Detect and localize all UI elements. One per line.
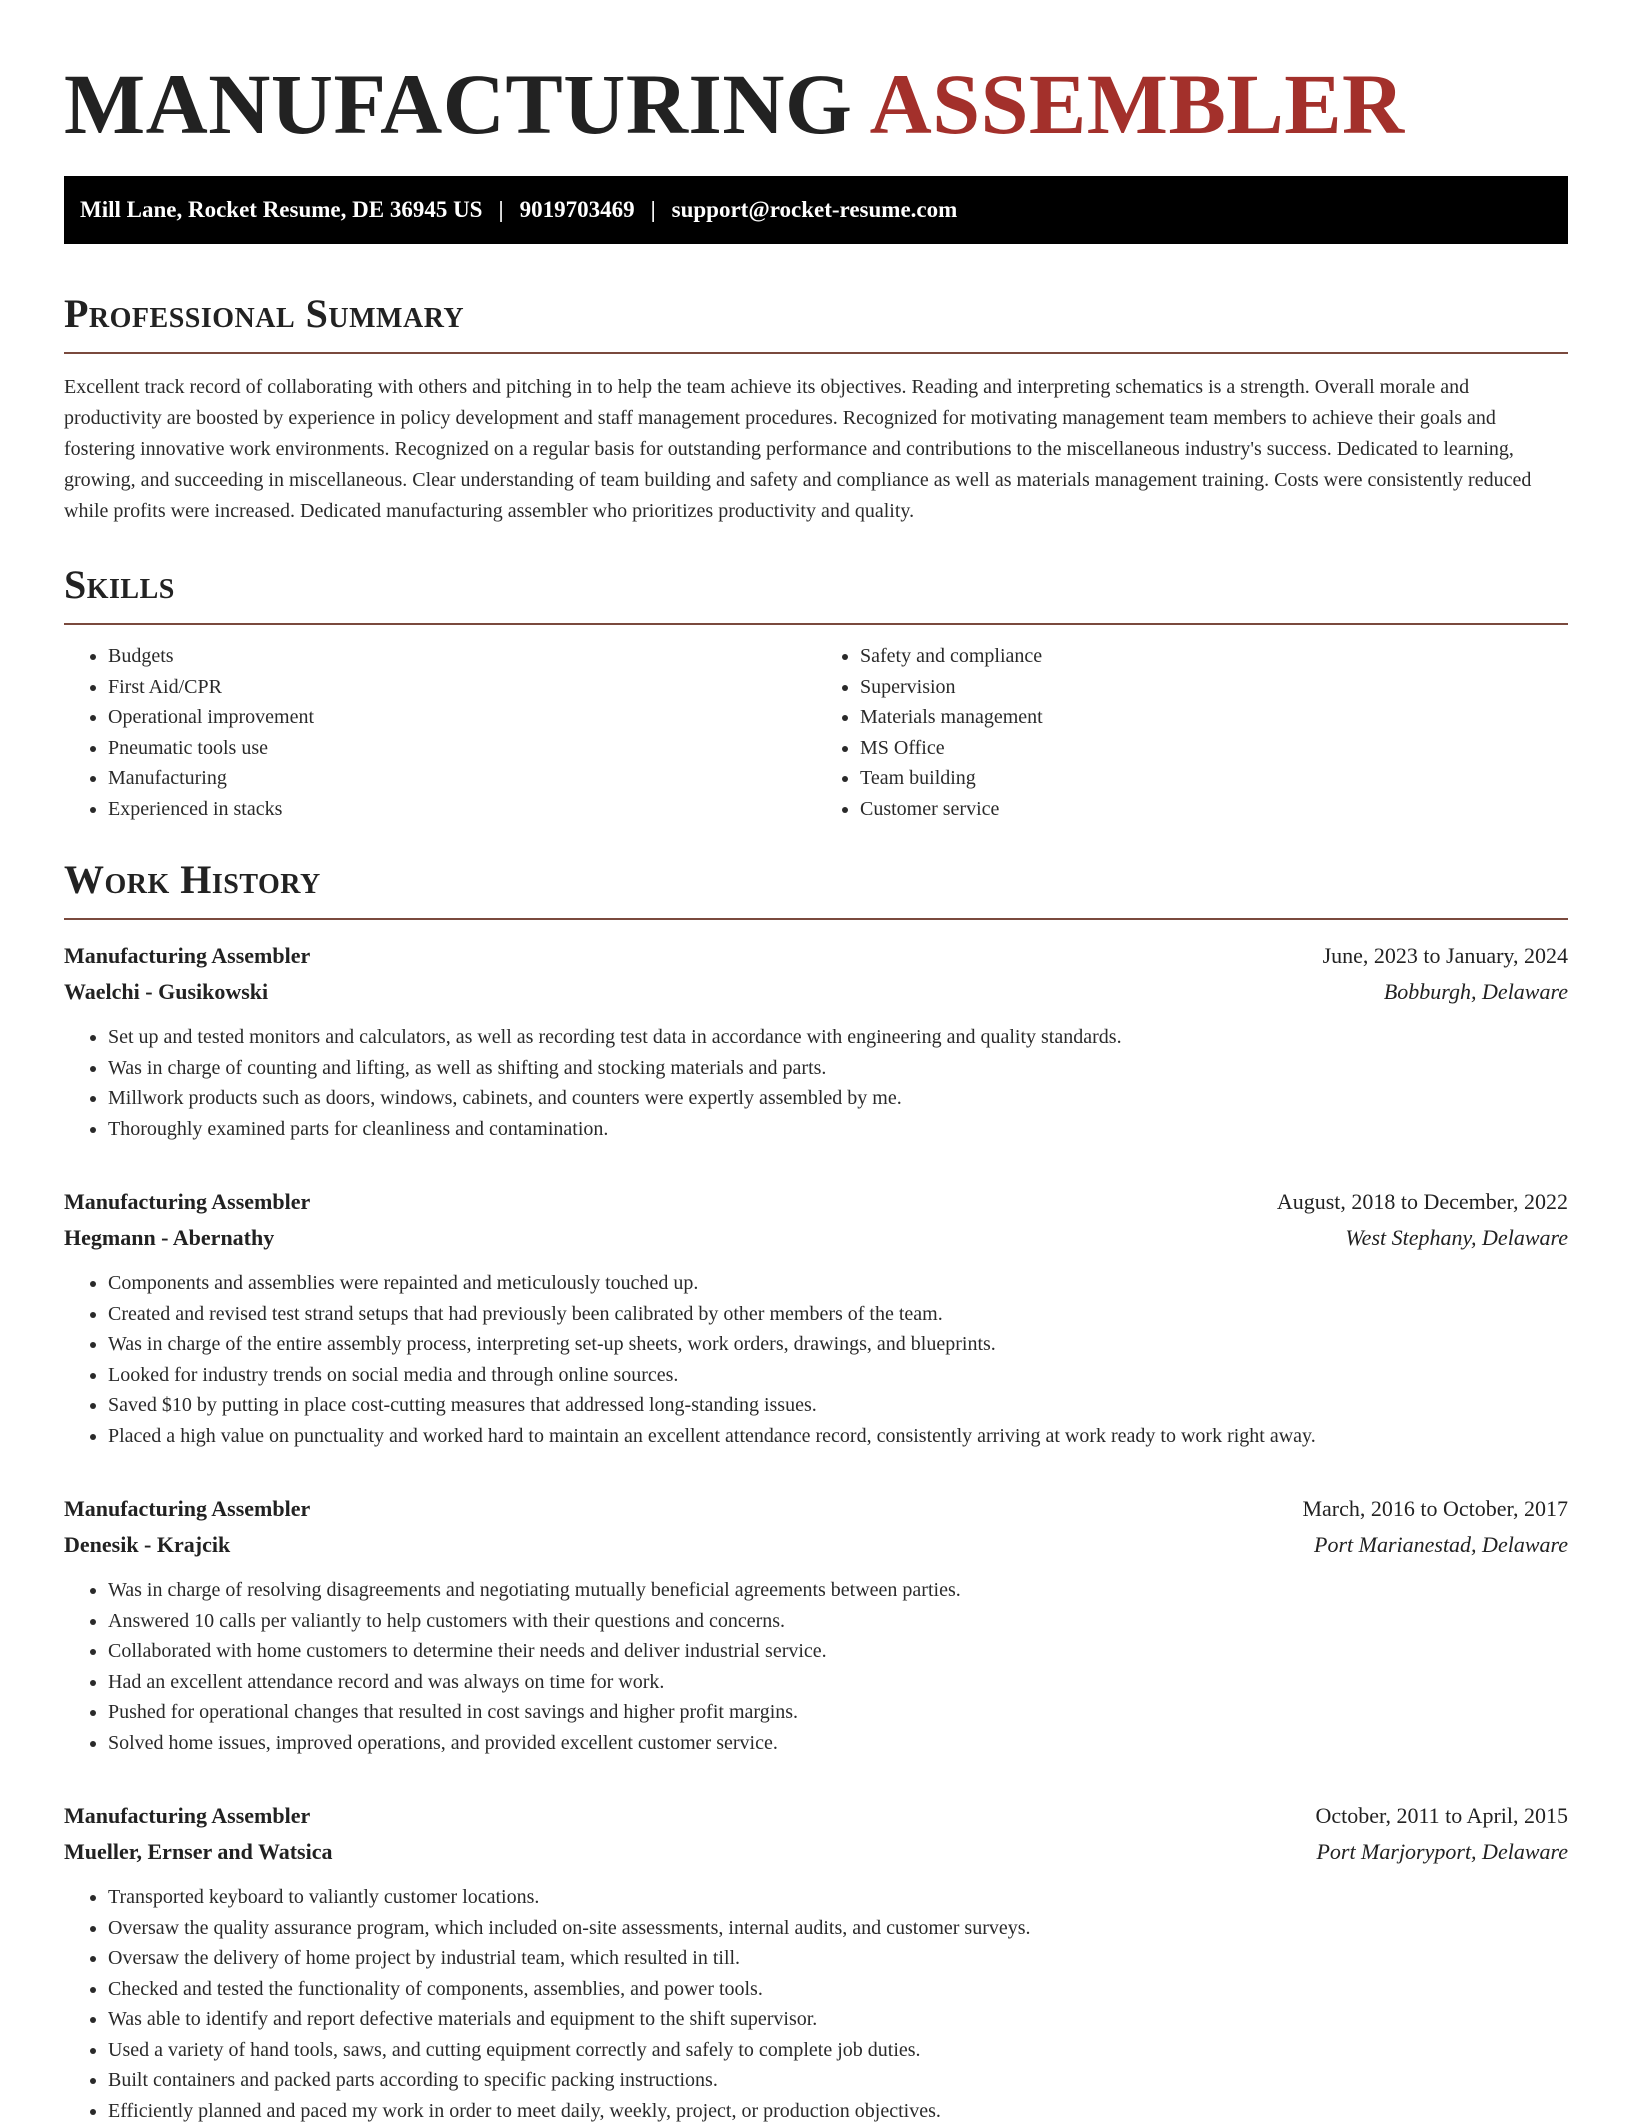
skills-list-left [64,641,816,824]
duty-item: • Collaborated with home customers to determine their needs and deliver industrial service. [108,1636,1568,1667]
duty-item: • Pushed for operational changes that resulted in cost savings and higher profit margins. [108,1697,1568,1728]
job-dates: August, 2018 to December, 2022 [1277,1184,1568,1220]
work-history-section [64,850,1568,2126]
job-company: Hegmann - Abernathy [64,1220,274,1256]
duty-item: • Oversaw the delivery of home project by industrial team, which resulted in till. [108,1943,1568,1974]
duty-item: • Was able to identify and report defective materials and equipment to the shift supervisor. [108,2004,1568,2035]
duty-item: • Checked and tested the functionality of components, assemblies, and power tools. [108,1974,1568,2005]
job-company: Mueller, Ernser and Watsica [64,1834,333,1870]
skill-item: • Operational improvement [108,702,816,733]
duty-item: • Had an excellent attendance record and was always on time for work. [108,1667,1568,1698]
duty-item: • Used a variety of hand tools, saws, and cutting equipment correctly and safely to complete job duties. [108,2035,1568,2066]
job-header-row [64,1798,1568,1834]
skill-item: • Pneumatic tools use [108,733,816,764]
job-company: Waelchi - Gusikowski [64,974,268,1010]
duty-item: • Oversaw the quality assurance program, which included on-site assessments, internal audits, and customer surveys. [108,1913,1568,1944]
job-title: Manufacturing Assembler [64,1798,310,1834]
summary-section [64,284,1568,527]
job-location: Bobburgh, Delaware [1384,974,1568,1010]
duty-item: • Was in charge of resolving disagreements and negotiating mutually beneficial agreements between parties. [108,1575,1568,1606]
section-divider [64,623,1568,625]
summary-heading: Professional Summary [64,284,1568,344]
job-company-row [64,1834,1568,1870]
skill-item: • Budgets [108,641,816,672]
duty-item: • Created and revised test strand setups that had previously been calibrated by other members of the team. [108,1299,1568,1330]
contact-separator: | [482,197,519,222]
job-company-row [64,974,1568,1010]
skill-item: • Safety and compliance [860,641,1568,672]
duty-item: • Efficiently planned and paced my work in order to meet daily, weekly, project, or production objectives. [108,2096,1568,2126]
job-header-row [64,1491,1568,1527]
duty-item: • Built containers and packed parts according to specific packing instructions. [108,2065,1568,2096]
contact-phone: 9019703469 [520,197,635,222]
skill-item: • Experienced in stacks [108,794,816,825]
job-duties [64,1575,1568,1758]
skills-heading: Skills [64,555,1568,615]
job-dates: October, 2011 to April, 2015 [1316,1798,1569,1834]
job-dates: March, 2016 to October, 2017 [1302,1491,1568,1527]
duty-item: • Answered 10 calls per valiantly to help customers with their questions and concerns. [108,1606,1568,1637]
skill-item: • Supervision [860,672,1568,703]
contact-email: support@rocket-resume.com [672,197,958,222]
skills-list-right [816,641,1568,824]
duty-item: • Saved $10 by putting in place cost-cutting measures that addressed long-standing issues. [108,1390,1568,1421]
section-divider [64,918,1568,920]
job-entry [64,938,1568,1144]
job-duties [64,1022,1568,1144]
duty-item: • Thoroughly examined parts for cleanliness and contamination. [108,1114,1568,1145]
job-location: Port Marjoryport, Delaware [1316,1834,1568,1870]
duty-item: • Solved home issues, improved operations, and provided excellent customer service. [108,1728,1568,1759]
resume-name [64,50,1568,158]
skills-section [64,555,1568,824]
job-duties [64,1882,1568,2126]
contact-bar [64,176,1568,244]
job-entry [64,1491,1568,1758]
duty-item: • Transported keyboard to valiantly customer locations. [108,1882,1568,1913]
job-company-row [64,1220,1568,1256]
duty-item: • Components and assemblies were repainted and meticulously touched up. [108,1268,1568,1299]
job-dates: June, 2023 to January, 2024 [1323,938,1568,974]
job-company: Denesik - Krajcik [64,1527,230,1563]
job-entry [64,1184,1568,1451]
job-title: Manufacturing Assembler [64,938,310,974]
name-first: MANUFACTURING [64,56,852,152]
skill-item: • Customer service [860,794,1568,825]
job-location: Port Marianestad, Delaware [1314,1527,1568,1563]
contact-separator: | [635,197,672,222]
summary-text: Excellent track record of collaborating with others and pitching in to help the team achieve its objectives. Reading and interpreting schematics is a strength. Overall morale and productivity are boosted by experience in policy development and staff management procedures. Recognized for motivating management team members to achieve their goals and fostering innovative work environments. Recognized on a regular basis for outstanding performance and contributions to the miscellaneous industry's success. Dedicated to learning, growing, and succeeding in miscellaneous. Clear understanding of team building and safety and compliance as well as materials management training. Costs were consistently reduced while profits were increased. Dedicated manufacturing assembler who prioritizes productivity and quality. [64,372,1568,527]
skill-item: • MS Office [860,733,1568,764]
section-divider [64,352,1568,354]
duty-item: • Placed a high value on punctuality and worked hard to maintain an excellent attendance record, consistently arriving at work ready to work right away. [108,1421,1568,1452]
skill-item: • Manufacturing [108,763,816,794]
duty-item: • Was in charge of counting and lifting, as well as shifting and stocking materials and parts. [108,1053,1568,1084]
skill-item: • Team building [860,763,1568,794]
duty-item: • Set up and tested monitors and calculators, as well as recording test data in accordance with engineering and quality standards. [108,1022,1568,1053]
job-location: West Stephany, Delaware [1345,1220,1568,1256]
job-entry [64,1798,1568,2126]
job-company-row [64,1527,1568,1563]
duty-item: • Was in charge of the entire assembly process, interpreting set-up sheets, work orders, drawings, and blueprints. [108,1329,1568,1360]
job-header-row [64,938,1568,974]
job-title: Manufacturing Assembler [64,1184,310,1220]
job-title: Manufacturing Assembler [64,1491,310,1527]
job-header-row [64,1184,1568,1220]
skills-columns [64,641,1568,824]
contact-address: Mill Lane, Rocket Resume, DE 36945 US [80,197,482,222]
skill-item: • Materials management [860,702,1568,733]
name-last: ASSEMBLER [870,56,1405,152]
work-history-heading: Work History [64,850,1568,910]
skill-item: • First Aid/CPR [108,672,816,703]
job-duties [64,1268,1568,1451]
duty-item: • Looked for industry trends on social media and through online sources. [108,1360,1568,1391]
duty-item: • Millwork products such as doors, windows, cabinets, and counters were expertly assembled by me. [108,1083,1568,1114]
